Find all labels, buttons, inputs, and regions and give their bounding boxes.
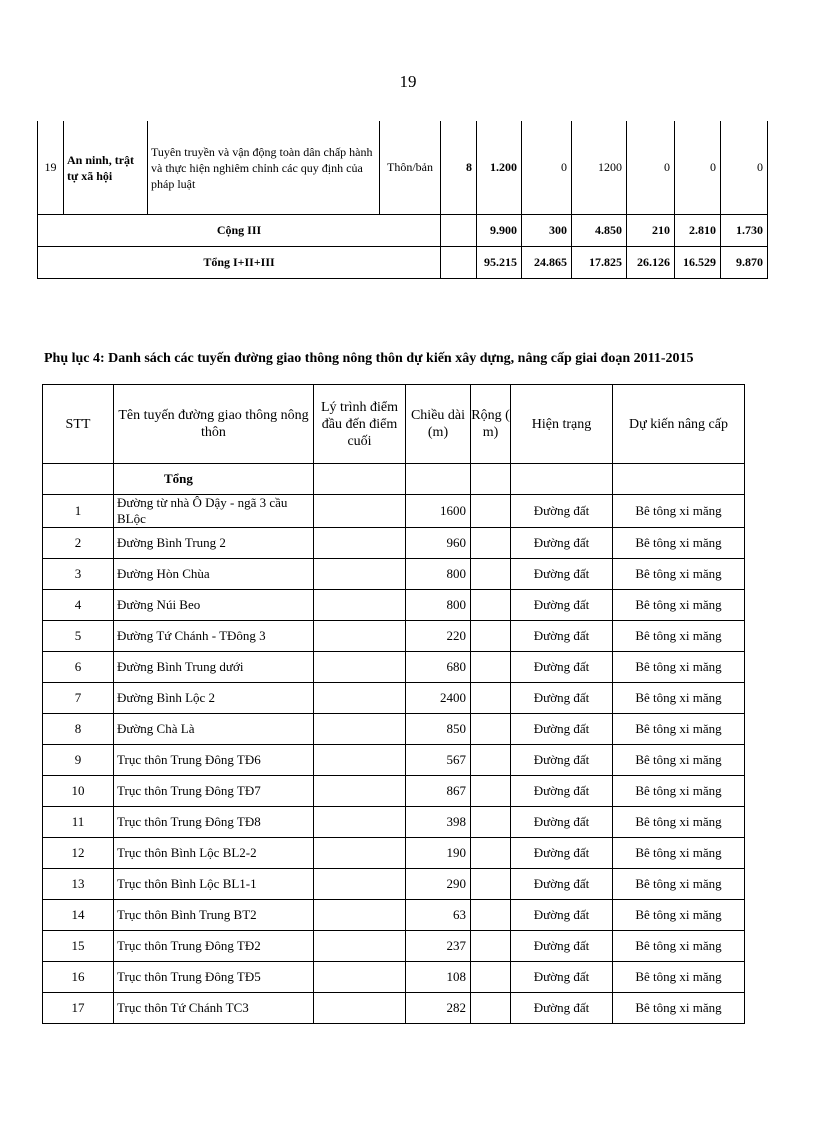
row-length: 282: [406, 993, 471, 1024]
row-width: [471, 776, 511, 807]
header-plan: Dự kiến nâng cấp: [613, 385, 745, 464]
row-stt: 17: [43, 993, 114, 1024]
row-name: Đường Hòn Chùa: [114, 559, 314, 590]
cong3-v2: 300: [522, 215, 572, 247]
table-row: [43, 745, 745, 776]
row19-unit: Thôn/bản: [380, 121, 441, 215]
row-name: Trục thôn Trung Đông TĐ6: [114, 745, 314, 776]
cong3-v3: 4.850: [572, 215, 627, 247]
page-number: 19: [399, 72, 417, 91]
row-plan: Bê tông xi măng: [613, 838, 745, 869]
row-stt: 1: [43, 495, 114, 528]
header-width: Rộng ( m): [471, 385, 511, 464]
row-status: Đường đất: [511, 714, 613, 745]
row-stt: 14: [43, 900, 114, 931]
row-status: Đường đất: [511, 962, 613, 993]
row-plan: Bê tông xi măng: [613, 869, 745, 900]
row-route: [314, 869, 406, 900]
row-stt: 5: [43, 621, 114, 652]
tong-v5: 16.529: [675, 247, 721, 279]
row-route: [314, 714, 406, 745]
row19-v2: 0: [522, 121, 572, 215]
row-status: Đường đất: [511, 528, 613, 559]
row-name: Đường Bình Lộc 2: [114, 683, 314, 714]
row19-v4: 0: [627, 121, 675, 215]
row-name: Đường Tứ Chánh - TĐông 3: [114, 621, 314, 652]
row-route: [314, 683, 406, 714]
table-row: [43, 838, 745, 869]
row-width: [471, 838, 511, 869]
row-stt: 12: [43, 838, 114, 869]
table-row: [43, 869, 745, 900]
table-row: [43, 528, 745, 559]
row-width: [471, 807, 511, 838]
row-stt: 13: [43, 869, 114, 900]
row-route: [314, 652, 406, 683]
tong-v6: 9.870: [721, 247, 768, 279]
cong3-v5: 2.810: [675, 215, 721, 247]
row-status: Đường đất: [511, 838, 613, 869]
row-length: 867: [406, 776, 471, 807]
row-plan: Bê tông xi măng: [613, 528, 745, 559]
row-length: 220: [406, 621, 471, 652]
row-route: [314, 776, 406, 807]
total-row: [38, 247, 768, 279]
header-stt: STT: [43, 385, 114, 464]
row-route: [314, 559, 406, 590]
row-plan: Bê tông xi măng: [613, 590, 745, 621]
row-width: [471, 590, 511, 621]
row-plan: Bê tông xi măng: [613, 652, 745, 683]
row-width: [471, 559, 511, 590]
row19-v6: 0: [721, 121, 768, 215]
total-label: Tổng: [114, 464, 314, 495]
table-row: [43, 495, 745, 528]
row-length: 567: [406, 745, 471, 776]
appendix-caption: Phụ lục 4: Danh sách các tuyến đường giao thông nông thôn dự kiến xây dựng, nâng cấp giai đoạn 2011-2015: [44, 351, 694, 366]
tong-v4: 26.126: [627, 247, 675, 279]
row19-qty: 8: [441, 121, 477, 215]
row-route: [314, 621, 406, 652]
row-width: [471, 528, 511, 559]
tong-v2: 24.865: [522, 247, 572, 279]
header-name: Tên tuyến đường giao thông nông thôn: [114, 385, 314, 464]
row-stt: 11: [43, 807, 114, 838]
row-status: Đường đất: [511, 900, 613, 931]
row-status: Đường đất: [511, 745, 613, 776]
cong3-v6: 1.730: [721, 215, 768, 247]
table-row: [43, 993, 745, 1024]
row-route: [314, 900, 406, 931]
row-name: Đường Bình Trung dưới: [114, 652, 314, 683]
row-route: [314, 745, 406, 776]
row-width: [471, 900, 511, 931]
cong3-v1: 9.900: [477, 215, 522, 247]
row-name: Đường Chà Là: [114, 714, 314, 745]
row-stt: 2: [43, 528, 114, 559]
row-width: [471, 621, 511, 652]
row-length: 1600: [406, 495, 471, 528]
cong3-v4: 210: [627, 215, 675, 247]
row-width: [471, 495, 511, 528]
row-length: 237: [406, 931, 471, 962]
row-width: [471, 714, 511, 745]
row-route: [314, 528, 406, 559]
row-stt: 7: [43, 683, 114, 714]
row-plan: Bê tông xi măng: [613, 621, 745, 652]
row-width: [471, 962, 511, 993]
row-plan: Bê tông xi măng: [613, 993, 745, 1024]
row-length: 960: [406, 528, 471, 559]
row-stt: 10: [43, 776, 114, 807]
row-width: [471, 683, 511, 714]
table-row: [38, 121, 768, 215]
table-row: [43, 900, 745, 931]
table-row: [43, 683, 745, 714]
row-stt: 4: [43, 590, 114, 621]
row-route: [314, 590, 406, 621]
row-length: 63: [406, 900, 471, 931]
row19-v1: 1.200: [477, 121, 522, 215]
table-row: [43, 776, 745, 807]
row-plan: Bê tông xi măng: [613, 776, 745, 807]
row-name: Đường từ nhà Ô Dậy - ngã 3 cầu BLộc: [114, 495, 314, 528]
row-length: 680: [406, 652, 471, 683]
row-plan: Bê tông xi măng: [613, 714, 745, 745]
row-length: 800: [406, 559, 471, 590]
header-status: Hiện trạng: [511, 385, 613, 464]
table-row: [43, 590, 745, 621]
row-plan: Bê tông xi măng: [613, 495, 745, 528]
row19-content: Tuyên truyền và vận động toàn dân chấp hành và thực hiện nghiêm chỉnh các quy định của pháp luật: [148, 121, 380, 215]
row-stt: 3: [43, 559, 114, 590]
tong-label: Tổng I+II+III: [38, 247, 441, 279]
row-route: [314, 807, 406, 838]
row-name: Trục thôn Bình Lộc BL1-1: [114, 869, 314, 900]
row-plan: Bê tông xi măng: [613, 807, 745, 838]
row19-stt: 19: [38, 121, 64, 215]
row-status: Đường đất: [511, 776, 613, 807]
row-stt: 8: [43, 714, 114, 745]
row-length: 108: [406, 962, 471, 993]
row-name: Trục thôn Tứ Chánh TC3: [114, 993, 314, 1024]
row-stt: 6: [43, 652, 114, 683]
row-status: Đường đất: [511, 869, 613, 900]
row-length: 2400: [406, 683, 471, 714]
row-plan: Bê tông xi măng: [613, 559, 745, 590]
row-name: Đường Núi Beo: [114, 590, 314, 621]
budget-table-continuation: [37, 121, 768, 279]
table-row: [43, 931, 745, 962]
row-name: Trục thôn Bình Trung BT2: [114, 900, 314, 931]
tong-v1: 95.215: [477, 247, 522, 279]
row-stt: 16: [43, 962, 114, 993]
appendix-road-table: [42, 384, 745, 1024]
header-length: Chiều dài (m): [406, 385, 471, 464]
table-row: [43, 962, 745, 993]
table-row: [43, 807, 745, 838]
row-name: Trục thôn Trung Đông TĐ8: [114, 807, 314, 838]
row-status: Đường đất: [511, 931, 613, 962]
row-status: Đường đất: [511, 807, 613, 838]
row-length: 398: [406, 807, 471, 838]
row-plan: Bê tông xi măng: [613, 900, 745, 931]
row-status: Đường đất: [511, 683, 613, 714]
table-row: [43, 714, 745, 745]
row-width: [471, 652, 511, 683]
row-status: Đường đất: [511, 993, 613, 1024]
row-name: Đường Bình Trung 2: [114, 528, 314, 559]
row-status: Đường đất: [511, 495, 613, 528]
row-length: 800: [406, 590, 471, 621]
row-route: [314, 838, 406, 869]
row-name: Trục thôn Trung Đông TĐ7: [114, 776, 314, 807]
appendix-total-row: [43, 464, 745, 495]
tong-v3: 17.825: [572, 247, 627, 279]
row-stt: 15: [43, 931, 114, 962]
table-row: [43, 559, 745, 590]
row-width: [471, 931, 511, 962]
row-width: [471, 745, 511, 776]
row-status: Đường đất: [511, 590, 613, 621]
row-length: 850: [406, 714, 471, 745]
row-length: 190: [406, 838, 471, 869]
row-route: [314, 993, 406, 1024]
row-status: Đường đất: [511, 621, 613, 652]
row19-field: An ninh, trật tự xã hội: [64, 121, 148, 215]
table-row: [43, 652, 745, 683]
row-width: [471, 869, 511, 900]
row-route: [314, 495, 406, 528]
table-row: [43, 621, 745, 652]
row-route: [314, 931, 406, 962]
row-plan: Bê tông xi măng: [613, 745, 745, 776]
row-status: Đường đất: [511, 652, 613, 683]
row-name: Trục thôn Trung Đông TĐ2: [114, 931, 314, 962]
row-name: Trục thôn Bình Lộc BL2-2: [114, 838, 314, 869]
row-route: [314, 962, 406, 993]
row-plan: Bê tông xi măng: [613, 683, 745, 714]
row19-v3: 1200: [572, 121, 627, 215]
row-name: Trục thôn Trung Đông TĐ5: [114, 962, 314, 993]
row-plan: Bê tông xi măng: [613, 931, 745, 962]
row-stt: 9: [43, 745, 114, 776]
subtotal-row: [38, 215, 768, 247]
row-length: 290: [406, 869, 471, 900]
row-status: Đường đất: [511, 559, 613, 590]
header-route: Lý trình điểm đầu đến điểm cuối: [314, 385, 406, 464]
row-plan: Bê tông xi măng: [613, 962, 745, 993]
row-width: [471, 993, 511, 1024]
table-header-row: [43, 385, 745, 464]
cong3-label: Cộng III: [38, 215, 441, 247]
row19-v5: 0: [675, 121, 721, 215]
